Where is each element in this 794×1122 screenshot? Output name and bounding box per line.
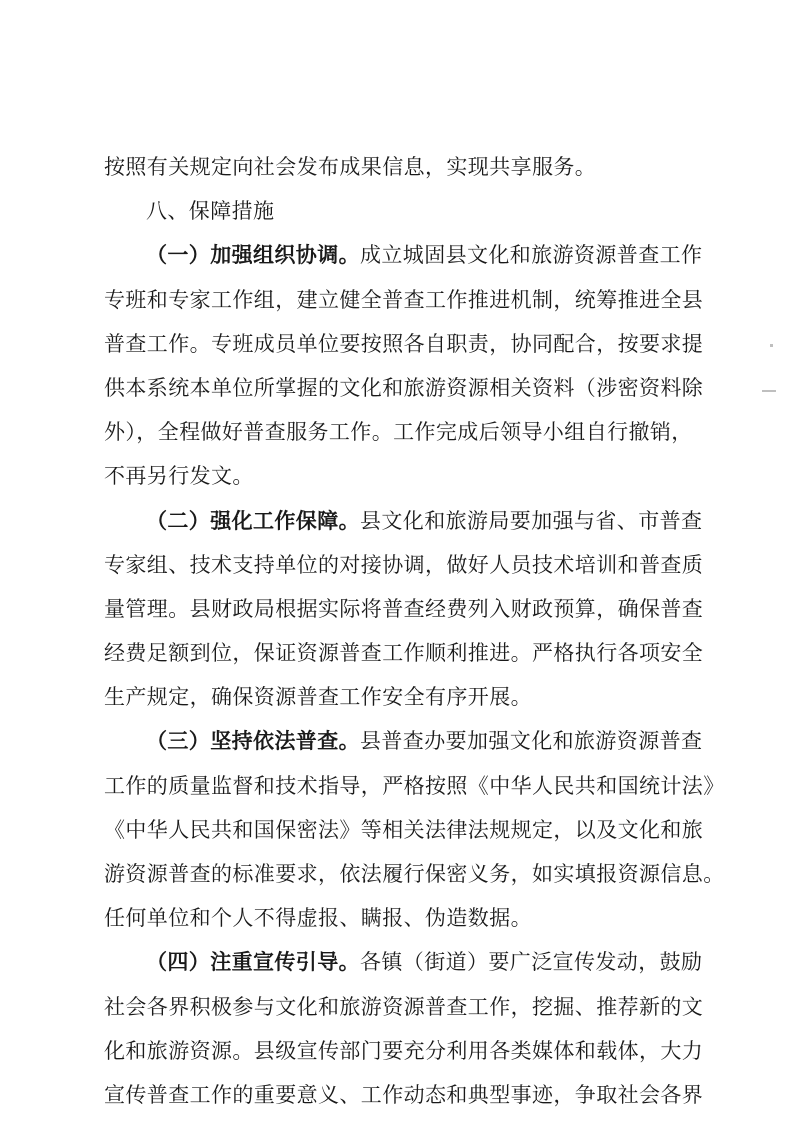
paragraph-3-first-line: [146, 726, 702, 756]
text-line: 普查工作。专班成员单位要按照各自职责，协同配合，按要求提: [104, 331, 704, 356]
scan-artifact: [770, 344, 773, 347]
text-line: 经费足额到位，保证资源普查工作顺利推进。严格执行各项安全: [104, 641, 704, 666]
section-heading: 八、保障措施: [146, 199, 275, 224]
paragraph-1-first-line: [146, 240, 702, 270]
text-line: 社会各界积极参与文化和旅游资源普查工作，挖掘、推荐新的文: [104, 994, 704, 1019]
paragraph-1-lead: （一）加强组织协调。: [146, 242, 360, 268]
text-line: 化和旅游资源。县级宣传部门要充分利用各类媒体和载体，大力: [104, 1038, 704, 1063]
text-line: 任何单位和个人不得虚报、瞒报、伪造数据。: [104, 906, 532, 931]
paragraph-2-lead: （二）强化工作保障。: [146, 507, 360, 533]
text-line: 工作的质量监督和技术指导，严格按照《中华人民共和国统计法》: [104, 773, 725, 798]
text-line: 生产规定，确保资源普查工作安全有序开展。: [104, 685, 532, 710]
text-line: 《中华人民共和国保密法》等相关法律法规规定，以及文化和旅: [104, 817, 704, 842]
text-line: 专班和专家工作组，建立健全普查工作推进机制，统筹推进全县: [104, 287, 704, 312]
paragraph-4-text: 各镇（街道）要广泛宣传发动，鼓励: [360, 950, 703, 975]
paragraph-2-first-line: [146, 506, 702, 536]
text-line: 游资源普查的标准要求，依法履行保密义务，如实填报资源信息。: [104, 862, 725, 887]
paragraph-3-lead: （三）坚持依法普查。: [146, 728, 360, 754]
text-line: 按照有关规定向社会发布成果信息，实现共享服务。: [104, 155, 597, 179]
text-line: 宣传普查工作的重要意义、工作动态和典型事迹，争取社会各界: [104, 1083, 704, 1107]
paragraph-4-lead: （四）注重宣传引导。: [146, 949, 360, 975]
text-line: 外），全程做好普查服务工作。工作完成后领导小组自行撤销，: [104, 420, 693, 445]
text-line: 供本系统本单位所掌握的文化和旅游资源相关资料（涉密资料除: [104, 375, 704, 400]
text-line: 专家组、技术支持单位的对接协调，做好人员技术培训和普查质: [104, 552, 704, 577]
paragraph-2-text: 县文化和旅游局要加强与省、市普查: [360, 508, 703, 533]
paragraph-3-text: 县普查办要加强文化和旅游资源普查: [360, 729, 703, 754]
text-line: 不再另行发文。: [104, 464, 254, 489]
scan-artifact: [762, 390, 776, 392]
paragraph-1-text: 成立城固县文化和旅游资源普查工作: [360, 243, 703, 268]
paragraph-4-first-line: [146, 947, 702, 977]
text-line: 量管理。县财政局根据实际将普查经费列入财政预算，确保普查: [104, 596, 704, 621]
